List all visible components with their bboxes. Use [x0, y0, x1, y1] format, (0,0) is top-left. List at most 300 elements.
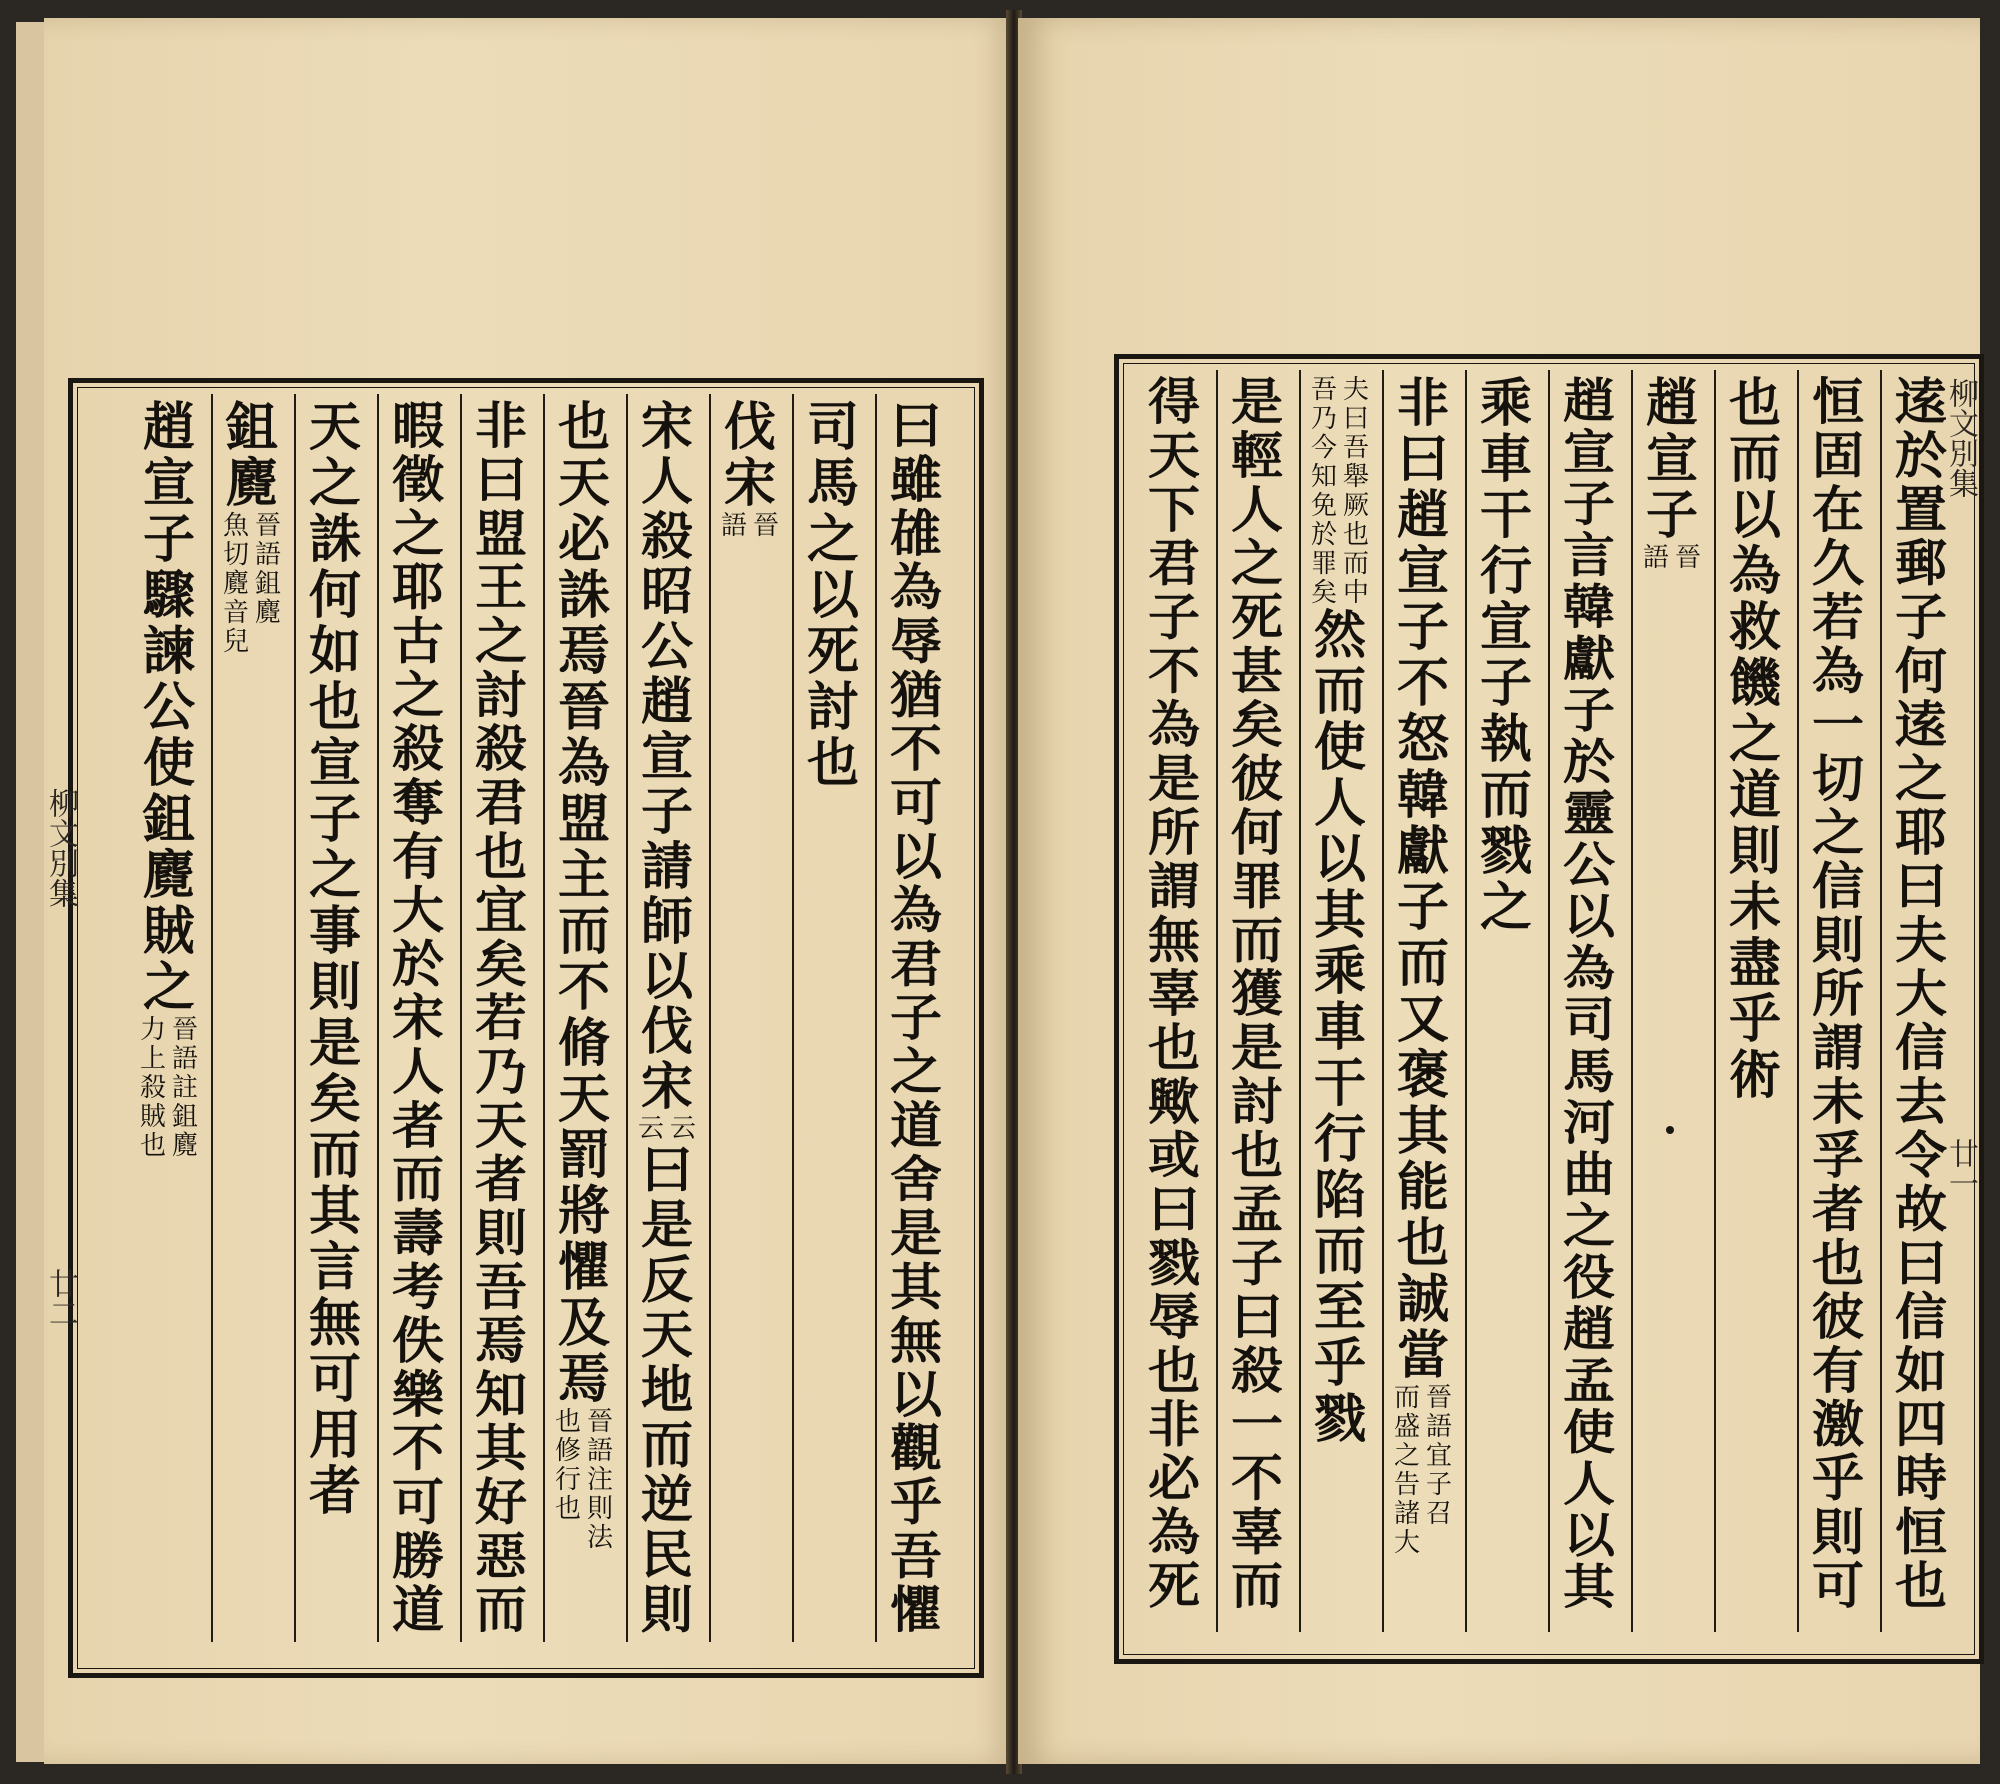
glyph: 曰: [1396, 429, 1449, 490]
glyph: 怒: [1396, 709, 1449, 770]
glyph: 為: [1728, 541, 1781, 602]
glyph: 也: [1230, 1126, 1283, 1186]
glyph: 或: [1147, 1126, 1200, 1186]
glyph: 公: [1562, 837, 1615, 894]
glyph: 耶: [1894, 803, 1947, 863]
glyph: 晉: [557, 677, 610, 738]
glyph: 曰: [1894, 1234, 1947, 1293]
glyph: 音: [222, 598, 249, 628]
glyph: 則: [1728, 821, 1781, 882]
glyph: 不: [391, 1419, 444, 1479]
glyph: 救: [1728, 597, 1781, 658]
glyph: 宣: [308, 733, 361, 794]
glyph: 獲: [1230, 965, 1283, 1024]
glyph: 而: [640, 1415, 693, 1476]
glyph: 子: [1147, 588, 1200, 648]
glyph: 行: [1313, 1109, 1366, 1170]
glyph: 死: [1230, 588, 1283, 648]
glyph: 子: [1645, 485, 1698, 546]
glyph: 子: [1396, 877, 1449, 938]
glyph: 韓: [1562, 579, 1615, 636]
glyph: 趙: [1396, 485, 1449, 546]
glyph: 故: [1894, 1180, 1947, 1239]
glyph: 彼: [1230, 749, 1283, 809]
column-rule: [1382, 370, 1384, 1632]
glyph: 乃: [474, 1042, 527, 1102]
glyph: 司: [1562, 992, 1615, 1049]
glyph: 有: [1811, 1341, 1864, 1401]
glyph: 昭: [640, 562, 693, 622]
glyph: 曰: [1894, 857, 1947, 917]
column-rule: [211, 394, 213, 1642]
glyph: 天: [308, 397, 361, 458]
text-column-1: [1890, 373, 1952, 1616]
glyph: 宣: [1396, 541, 1449, 602]
glyph: 也: [308, 677, 361, 738]
glyph: 言: [1562, 527, 1615, 585]
glyph: 討: [474, 666, 527, 725]
glyph: 至: [1313, 1277, 1366, 1338]
glyph: 之: [1562, 1198, 1615, 1255]
glyph: 人: [1313, 773, 1366, 834]
glyph: 以: [1562, 1507, 1615, 1565]
glyph: 諸: [1393, 1499, 1420, 1529]
glyph: 孚: [1811, 1126, 1864, 1186]
glyph: 也: [474, 827, 527, 887]
glyph: 曰: [640, 1140, 693, 1201]
interlinear-note: [719, 512, 781, 541]
glyph: 宣: [1479, 597, 1532, 658]
text-column-3: [719, 397, 781, 541]
column-rule: [1714, 370, 1716, 1632]
glyph: 靈: [1562, 785, 1615, 843]
glyph: 可: [1811, 1557, 1864, 1616]
column-rule: [875, 394, 877, 1642]
glyph: 宋: [640, 1056, 693, 1117]
glyph: 曰: [474, 450, 527, 510]
glyph: 如: [1894, 1341, 1947, 1401]
glyph: 死: [806, 621, 859, 682]
glyph: 以: [889, 1365, 942, 1425]
glyph: 為: [1562, 940, 1615, 997]
glyph: 晉: [1425, 1383, 1452, 1413]
glyph: 之: [1811, 803, 1864, 863]
glyph: 吾: [889, 1527, 942, 1586]
interlinear-note: [1309, 376, 1371, 608]
text-column-8: [304, 397, 366, 1522]
glyph: 也: [554, 1494, 581, 1524]
glyph: 乘: [1479, 373, 1532, 434]
glyph: 道: [391, 1581, 444, 1640]
glyph: 乃: [1310, 404, 1337, 434]
glyph: 是: [308, 1013, 361, 1074]
right-margin-title: 柳文別集: [1943, 378, 1978, 498]
column-rule: [1548, 370, 1550, 1632]
glyph: 子: [1396, 597, 1449, 658]
column-rule: [294, 394, 296, 1642]
glyph: 而: [474, 1581, 527, 1640]
glyph: 晉: [752, 511, 779, 541]
glyph: 信: [1894, 1018, 1947, 1078]
glyph: 晉: [254, 511, 281, 541]
glyph: 為: [1811, 642, 1864, 701]
glyph: 則: [308, 957, 361, 1018]
glyph: 令: [1894, 1126, 1947, 1186]
glyph: 鉏: [225, 397, 278, 458]
glyph: 趙: [1562, 373, 1615, 430]
glyph: 郵: [1894, 534, 1947, 594]
glyph: 以: [1728, 485, 1781, 546]
glyph: 語: [1425, 1412, 1452, 1442]
text-column-5: [553, 397, 615, 1553]
glyph: 舉: [1342, 462, 1369, 492]
column-rule: [460, 394, 462, 1642]
glyph: 馬: [1562, 1043, 1615, 1100]
glyph: 切: [222, 540, 249, 570]
glyph: 子: [1425, 1470, 1452, 1500]
glyph: 輕: [1230, 426, 1283, 486]
text-column-6: [470, 397, 532, 1640]
glyph: 非: [1396, 373, 1449, 434]
glyph: 也: [1396, 1213, 1449, 1274]
glyph: 車: [1313, 997, 1366, 1058]
left-margin-title: 柳文別集: [43, 788, 78, 908]
glyph: 信: [1811, 857, 1864, 917]
glyph: 盟: [557, 789, 610, 850]
glyph: 知: [1310, 462, 1337, 492]
glyph: 激: [1811, 1395, 1864, 1455]
glyph: 殺: [640, 507, 693, 567]
glyph: 趙: [142, 397, 195, 458]
glyph: 舍: [889, 1150, 942, 1210]
glyph: 而: [1230, 1557, 1283, 1616]
glyph: 宋: [723, 453, 776, 514]
text-column-9: [221, 397, 283, 657]
glyph: 其: [1396, 1101, 1449, 1162]
glyph: 宣: [142, 453, 195, 514]
glyph: 地: [640, 1360, 693, 1421]
glyph: 盡: [1728, 933, 1781, 994]
glyph: 晉: [1674, 543, 1701, 573]
glyph: 有: [391, 827, 444, 887]
glyph: 所: [1811, 965, 1864, 1024]
glyph: 子: [1562, 682, 1615, 739]
glyph: 以: [640, 946, 693, 1007]
glyph: 乎: [889, 1473, 942, 1533]
glyph: 之: [142, 957, 195, 1018]
glyph: 驟: [142, 565, 195, 626]
column-rule: [1216, 370, 1218, 1632]
glyph: 可: [391, 1473, 444, 1533]
glyph: 曰: [889, 397, 942, 456]
glyph: 矣: [308, 1069, 361, 1130]
glyph: 而: [1396, 933, 1449, 994]
glyph: 之: [1479, 877, 1532, 938]
glyph: 人: [1230, 480, 1283, 540]
glyph: 宣: [1645, 429, 1698, 490]
glyph: 何: [308, 565, 361, 626]
glyph: 殺: [391, 720, 444, 779]
glyph: 罪: [1230, 857, 1283, 917]
column-rule: [1797, 370, 1799, 1632]
text-column-3: [1724, 373, 1786, 1106]
glyph: 信: [1894, 1287, 1947, 1347]
glyph: 焉: [557, 1349, 610, 1410]
glyph: 大: [1393, 1528, 1420, 1558]
glyph: 之: [474, 612, 527, 672]
glyph: 民: [640, 1525, 693, 1586]
glyph: 曰: [1230, 1287, 1283, 1347]
glyph: 而: [557, 901, 610, 962]
text-column-9: [1226, 373, 1288, 1616]
glyph: 者: [1811, 1180, 1864, 1239]
glyph: 又: [1396, 989, 1449, 1050]
glyph: 鉏: [171, 1102, 198, 1132]
column-rule: [1631, 370, 1633, 1632]
interlinear-note: [1392, 1384, 1454, 1558]
glyph: 則: [1811, 911, 1864, 970]
glyph: 將: [557, 1181, 610, 1242]
glyph: 考: [391, 1258, 444, 1317]
glyph: 語: [171, 1044, 198, 1074]
text-column-4: [636, 397, 698, 1641]
glyph: 麑: [171, 1131, 198, 1161]
glyph: 未: [1811, 1072, 1864, 1132]
glyph: 免: [1310, 491, 1337, 521]
glyph: 戮: [1313, 1389, 1366, 1450]
column-rule: [1880, 370, 1882, 1632]
glyph: 人: [640, 452, 693, 512]
glyph: 也: [1147, 1341, 1200, 1401]
glyph: 干: [1479, 485, 1532, 546]
glyph: 討: [1230, 1072, 1283, 1132]
glyph: 謂: [1147, 857, 1200, 917]
glyph: 公: [640, 617, 693, 677]
glyph: 其: [474, 1419, 527, 1479]
glyph: 子: [1562, 476, 1615, 533]
glyph: 則: [586, 1494, 613, 1524]
glyph: 曰: [1342, 404, 1369, 434]
glyph: 無: [308, 1293, 361, 1354]
glyph: 能: [1396, 1157, 1449, 1218]
glyph: 賊: [139, 1102, 166, 1132]
glyph: 何: [1894, 642, 1947, 701]
glyph: 司: [806, 397, 859, 458]
glyph: 誅: [308, 509, 361, 570]
glyph: 行: [1479, 541, 1532, 602]
glyph: 不: [557, 957, 610, 1018]
glyph: 饑: [1728, 653, 1781, 714]
glyph: 韓: [1396, 765, 1449, 826]
glyph: 甚: [1230, 642, 1283, 701]
glyph: 子: [889, 989, 942, 1048]
glyph: 陷: [1313, 1165, 1366, 1226]
glyph: 殺: [139, 1073, 166, 1103]
glyph: 乎: [1313, 1333, 1366, 1394]
glyph: 孟: [1562, 1353, 1615, 1410]
glyph: 懼: [557, 1237, 610, 1298]
glyph: 道: [889, 1096, 942, 1156]
glyph: 厥: [1342, 491, 1369, 521]
glyph: 則: [1811, 1503, 1864, 1562]
glyph: 誠: [1396, 1269, 1449, 1330]
glyph: 久: [1811, 534, 1864, 594]
glyph: 云: [669, 1113, 696, 1144]
glyph: 殺: [474, 720, 527, 779]
glyph: 趙: [1562, 1301, 1615, 1358]
glyph: 召: [1425, 1499, 1452, 1529]
text-column-7: [1392, 373, 1454, 1558]
glyph: 大: [1894, 965, 1947, 1024]
text-column-7: [387, 397, 449, 1640]
glyph: 之: [889, 1042, 942, 1102]
glyph: 是: [889, 1204, 942, 1263]
glyph: 上: [139, 1044, 166, 1074]
glyph: 而: [1313, 1221, 1366, 1282]
glyph: 主: [557, 845, 610, 906]
glyph: 盛: [1393, 1412, 1420, 1442]
glyph: 一: [1811, 696, 1864, 755]
glyph: 焉: [557, 621, 610, 682]
glyph: 趙: [1645, 373, 1698, 434]
glyph: 也: [1811, 1234, 1864, 1293]
glyph: 之: [391, 666, 444, 725]
glyph: 鉏: [254, 569, 281, 599]
glyph: 魚: [222, 511, 249, 541]
glyph: 其: [1562, 1559, 1615, 1616]
glyph: 修: [554, 1436, 581, 1466]
glyph: 天: [557, 453, 610, 514]
glyph: 而: [1479, 765, 1532, 826]
glyph: 諫: [142, 621, 195, 682]
glyph: 之: [1728, 709, 1781, 770]
glyph: 宜: [474, 881, 527, 941]
glyph: 河: [1562, 1095, 1615, 1152]
glyph: 以: [1313, 829, 1366, 890]
glyph: 子: [1479, 653, 1532, 714]
glyph: 必: [557, 509, 610, 570]
glyph: 是: [1147, 749, 1200, 809]
glyph: 無: [889, 1311, 942, 1371]
glyph: 晉: [586, 1407, 613, 1437]
glyph: 逺: [1894, 696, 1947, 755]
glyph: 歟: [1147, 1072, 1200, 1132]
glyph: 註: [171, 1073, 198, 1103]
glyph: 然: [1313, 605, 1366, 666]
glyph: 伐: [723, 397, 776, 458]
glyph: 請: [640, 836, 693, 897]
glyph: 懼: [889, 1581, 942, 1640]
glyph: 必: [1147, 1449, 1200, 1509]
glyph: 而: [308, 1125, 361, 1186]
glyph: 辜: [1147, 965, 1200, 1024]
glyph: 四: [1894, 1395, 1947, 1455]
glyph: 其: [1313, 885, 1366, 946]
glyph: 而: [1393, 1383, 1420, 1413]
glyph: 法: [586, 1523, 613, 1553]
glyph: 彼: [1811, 1287, 1864, 1347]
glyph: 乎: [1811, 1449, 1864, 1509]
glyph: 為: [889, 558, 942, 618]
glyph: 奪: [391, 773, 444, 833]
glyph: 及: [557, 1293, 610, 1354]
glyph: 人: [1562, 1456, 1615, 1513]
glyph: 夫: [1894, 911, 1947, 970]
glyph: 恒: [1894, 1503, 1947, 1562]
interlinear-note: [138, 1016, 200, 1161]
ink-dot: [1666, 1126, 1674, 1134]
glyph: 也: [139, 1131, 166, 1161]
glyph: 也: [1728, 373, 1781, 434]
glyph: 大: [391, 881, 444, 941]
glyph: 在: [1811, 480, 1864, 540]
glyph: 為: [889, 881, 942, 941]
text-column-6: [1475, 373, 1537, 938]
glyph: 子: [640, 781, 693, 842]
glyph: 孟: [1230, 1180, 1283, 1239]
glyph: 得: [1147, 373, 1200, 432]
glyph: 何: [1230, 803, 1283, 863]
glyph: 天: [1147, 426, 1200, 486]
glyph: 於: [1894, 426, 1947, 486]
glyph: 切: [1811, 749, 1864, 809]
glyph: 也: [557, 397, 610, 458]
glyph: 樂: [391, 1365, 444, 1425]
glyph: 乘: [1313, 941, 1366, 1002]
glyph: 好: [474, 1473, 527, 1533]
glyph: 褒: [1396, 1045, 1449, 1106]
glyph: 不: [1147, 642, 1200, 701]
glyph: 殺: [1230, 1341, 1283, 1401]
glyph: 一: [1230, 1395, 1283, 1455]
glyph: 獻: [1562, 631, 1615, 688]
glyph: 為: [557, 733, 610, 794]
glyph: 辱: [1147, 1287, 1200, 1347]
glyph: 語: [720, 511, 747, 541]
glyph: 討: [806, 677, 859, 738]
glyph: 天: [557, 1069, 610, 1130]
glyph: 兒: [222, 627, 249, 657]
interlinear-note: [636, 1115, 698, 1143]
glyph: 則: [474, 1204, 527, 1263]
text-column-1: [885, 397, 947, 1640]
glyph: 惡: [474, 1527, 527, 1586]
glyph: 吾: [1310, 375, 1337, 405]
glyph: 可: [308, 1349, 361, 1410]
glyph: 若: [474, 989, 527, 1048]
left-folio-number: 廿二: [43, 1268, 78, 1328]
glyph: 雖: [889, 450, 942, 510]
glyph: 吾: [1342, 433, 1369, 463]
glyph: 於: [1310, 520, 1337, 550]
text-column-8: [1309, 376, 1371, 1448]
column-rule: [709, 394, 711, 1642]
glyph: 而: [391, 1150, 444, 1210]
glyph: 不: [1396, 653, 1449, 714]
glyph: 盟: [474, 504, 527, 564]
glyph: 辱: [889, 612, 942, 672]
glyph: 是: [640, 1195, 693, 1256]
glyph: 謂: [1811, 1018, 1864, 1078]
right-folio-number: 廿一: [1943, 1138, 1978, 1198]
glyph: 子: [1894, 588, 1947, 648]
glyph: 不: [889, 720, 942, 779]
glyph: 力: [139, 1015, 166, 1045]
glyph: 之: [806, 509, 859, 570]
glyph: 耶: [391, 558, 444, 618]
glyph: 可: [889, 773, 942, 833]
glyph: 車: [1479, 429, 1532, 490]
